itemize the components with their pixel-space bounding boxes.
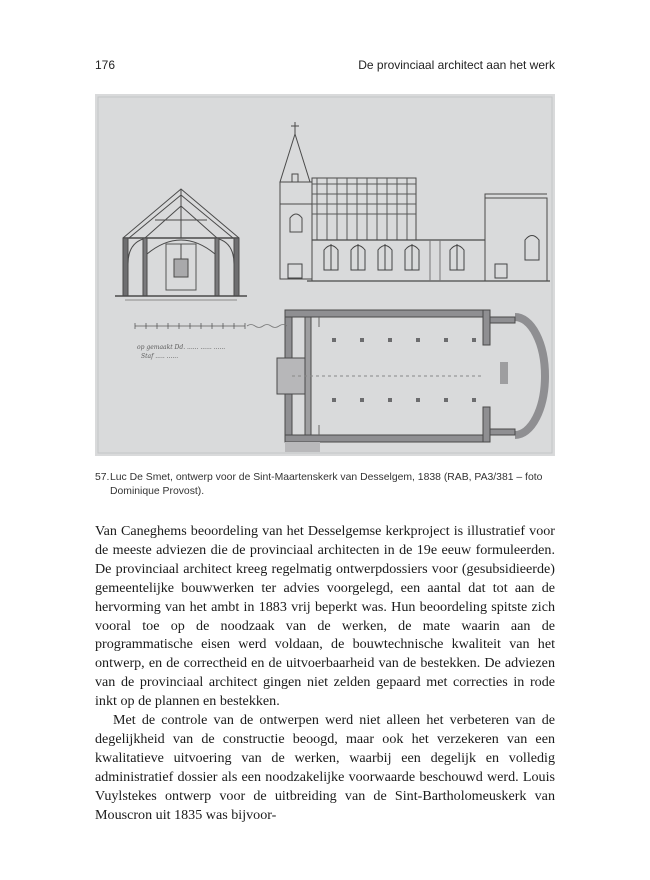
page-number: 176	[95, 58, 116, 72]
paragraph-2: Met de controle van de ontwerpen werd niet alleen het verbeteren van de degelijkheid van de constructie beoogd, maar ook het verzekeren van een kwalitatieve uitvoering van de werken, waarbij een degelijk en volledig administratief dossier als een noodzakelijke voorwaarde beschouwd werd. Louis Vuylstekes ontwerp voor de uitbreiding van de Sint-Bartholomeuskerk van Mouscron uit 1835 was bijvoor-	[95, 712, 555, 823]
running-title: De provinciaal architect aan het werk	[358, 58, 555, 72]
paragraph-1: Van Caneghems beoordeling van het Desselgemse kerkproject is illustratief voor de meeste adviezen die de provinciaal architecten in de 19e eeuw formuleerden. De provinciaal architect kreeg regelmatig ontwerpdossiers voor (gesubsidieerde) gemeentelijke bouwwerken ter advies voorgelegd, een aantal dat tot aan de hervorming van het ambt in 1883 vrij beperkt was. Hun beoordeling spitste zich vooral toe op de noodzaak van de werken, de mate waarin aan de programmatische eisen werd voldaan, de bouwtechnische kwaliteit van het ontwerp, en de correctheid en de uitvoerbaarheid van de bestekken. De adviezen van de provinciaal architect gingen niet zelden gepaard met correcties in rode inkt op de plannen en bestekken.	[95, 523, 555, 710]
architectural-drawing	[95, 94, 555, 456]
figure-caption	[95, 471, 565, 499]
body-text	[95, 522, 555, 825]
drawing-svg	[95, 94, 555, 456]
handwriting-line-2: Staf ..... ......	[141, 353, 179, 360]
running-header	[95, 58, 555, 74]
caption-text: Luc De Smet, ontwerp voor de Sint-Maartenskerk van Desselgem, 1838 (RAB, PA3/381 – foto Dominique Provost).	[110, 472, 543, 497]
caption-number: 57.	[95, 472, 110, 483]
handwriting-line-1: op gemaakt Dd. ...... ...... ......	[137, 344, 226, 351]
